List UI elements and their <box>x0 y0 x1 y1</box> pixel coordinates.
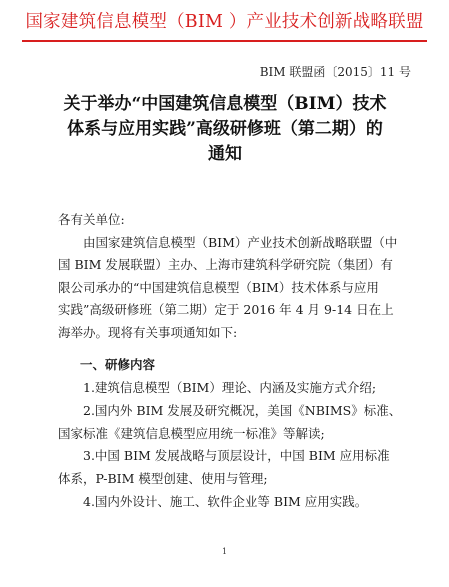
list-item: 3.中国 BIM 发展战略与顶层设计，中国 BIM 应用标准 <box>58 448 390 464</box>
document-number: BIM 联盟函〔2015〕11 号 <box>259 65 411 79</box>
page-number: 1 <box>221 547 228 556</box>
title-line: 关于举办“中国建筑信息模型（BIM）技术 <box>63 94 387 114</box>
title-line: 通知 <box>208 144 242 164</box>
intro-paragraph <box>58 232 398 344</box>
paragraph-line: 限公司承办的“中国建筑信息模型（BIM）技术体系与应用 <box>58 279 379 295</box>
header-divider <box>22 40 427 42</box>
section-heading: 一、研修内容 <box>80 357 156 372</box>
list-item-continuation: 国家标准《建筑信息模型应用统一标准》等解读; <box>58 425 325 441</box>
organization-header: 国家建筑信息模型（BIM ）产业技术创新战略联盟 <box>25 12 424 32</box>
list-item: 2.国内外 BIM 发展及研究概况，美国《NBIMS》标准、 <box>58 402 402 418</box>
document-title <box>40 92 410 167</box>
title-line: 体系与应用实践”高级研修班（第二期）的 <box>67 119 383 139</box>
paragraph-line: 国 BIM 发展联盟）主办、上海市建筑科学研究院（集团）有 <box>58 257 393 273</box>
paragraph-line: 由国家建筑信息模型（BIM）产业技术创新战略联盟（中 <box>58 235 398 250</box>
content-list <box>58 377 402 514</box>
paragraph-line: 海举办。现将有关事项通知如下: <box>58 324 238 340</box>
list-item-continuation: 体系，P-BIM 模型创建、使用与管理; <box>58 471 268 487</box>
paragraph-line: 实践”高级研修班（第二期）定于 2016 年 4 月 9-14 日在上 <box>58 302 394 318</box>
list-item: 4.国内外设计、施工、软件企业等 BIM 应用实践。 <box>58 493 368 509</box>
salutation: 各有关单位: <box>58 212 125 227</box>
list-item: 1.建筑信息模型（BIM）理论、内涵及实施方式介绍; <box>58 380 377 395</box>
